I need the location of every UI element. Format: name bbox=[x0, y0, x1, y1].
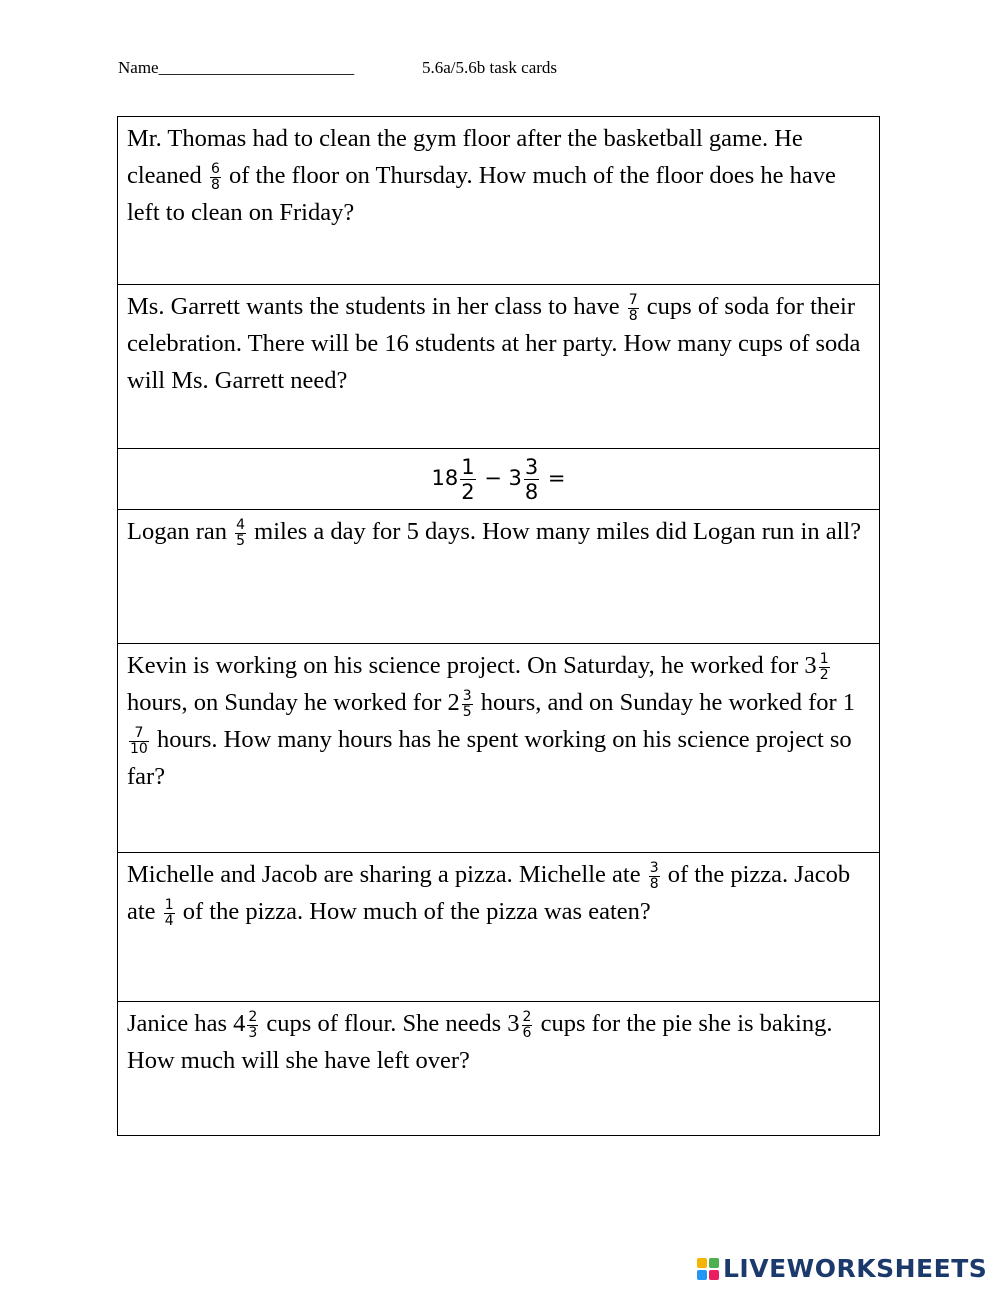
fraction: $\frac{7}{8}$ bbox=[628, 291, 638, 324]
task-card-3-expression: 18 $\frac{1}{2}$ − 3 $\frac{3}{8}$ = bbox=[118, 449, 879, 510]
fraction: $\frac{1}{2}$ bbox=[819, 650, 829, 683]
worksheet-header bbox=[118, 58, 558, 78]
task-card-4: Logan ran $\frac{4}{5}$ miles a day for 5 days. How many miles did Logan run in all? bbox=[118, 510, 879, 644]
fraction: $\frac{2}{3}$ bbox=[248, 1008, 258, 1041]
task-card-5: Kevin is working on his science project. On Saturday, he worked for 3 $\frac{1}{2}$ hours, on Sunday he worked for 2 $\frac{3}{5}$ hours, and on Sunday he worked for 1 $\frac{7}{10}$ hours. How many hours has he spent working on his science project so far? bbox=[118, 644, 879, 853]
fraction: $\frac{6}{8}$ bbox=[210, 160, 220, 193]
fraction: $\frac{1}{4}$ bbox=[164, 896, 174, 929]
fraction: $\frac{7}{10}$ bbox=[130, 724, 148, 757]
liveworksheets-logo bbox=[697, 1254, 987, 1283]
task-cards-table bbox=[117, 116, 880, 1136]
logo-text: LIVEWORKSHEETS bbox=[723, 1254, 988, 1283]
task-card-7: Janice has 4 $\frac{2}{3}$ cups of flour. She needs 3 $\frac{2}{6}$ cups for the pie she is baking. How much will she have left over? bbox=[127, 1008, 833, 1074]
task-card-6: Michelle and Jacob are sharing a pizza. Michelle ate $\frac{3}{8}$ of the pizza. Jacob ate $\frac{1}{4}$ of the pizza. How much of the pizza was eaten? bbox=[118, 853, 879, 1002]
fraction: $\frac{3}{5}$ bbox=[462, 687, 472, 720]
fraction: $\frac{1}{2}$ bbox=[461, 454, 475, 504]
fraction: $\frac{3}{8}$ bbox=[524, 454, 539, 504]
liveworksheets-logo-icon bbox=[697, 1258, 719, 1280]
logo-square bbox=[709, 1258, 719, 1268]
task-card-2: Ms. Garrett wants the students in her class to have $\frac{7}{8}$ cups of soda for their celebration. There will be 16 students at her party. How many cups of soda will Ms. Garrett need? bbox=[118, 285, 879, 449]
logo-square bbox=[709, 1270, 719, 1280]
fraction: $\frac{4}{5}$ bbox=[236, 516, 246, 549]
fraction: $\frac{2}{6}$ bbox=[522, 1008, 532, 1041]
fraction: $\frac{3}{8}$ bbox=[649, 859, 659, 892]
name-field-label: Name_______________________ bbox=[118, 58, 355, 77]
logo-square bbox=[697, 1258, 707, 1268]
worksheet-title: 5.6a/5.6b task cards bbox=[422, 58, 558, 77]
logo-square bbox=[697, 1270, 707, 1280]
task-card-1: Mr. Thomas had to clean the gym floor after the basketball game. He cleaned $\frac{6}{8}$ of the floor on Thursday. How much of the floor does he have left to clean on Friday? bbox=[118, 117, 879, 285]
